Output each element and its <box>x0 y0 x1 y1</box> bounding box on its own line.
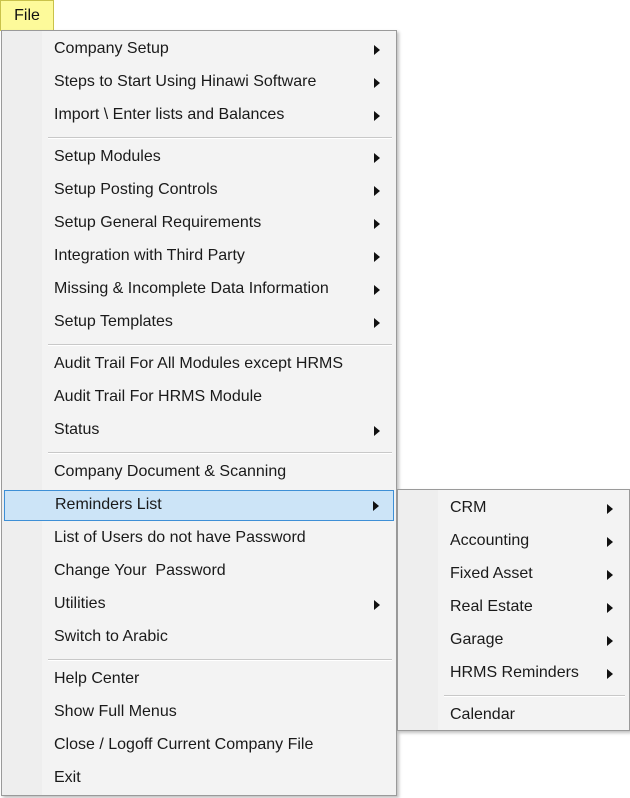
menu-item-reminders-list[interactable] <box>4 490 394 521</box>
submenu-item-hrms-reminders[interactable] <box>400 658 627 689</box>
submenu-item-accounting[interactable] <box>400 526 627 557</box>
file-dropdown-menu <box>1 30 397 796</box>
menu-item-steps-to-start[interactable] <box>4 67 394 98</box>
menu-item-users-without-password[interactable] <box>4 523 394 554</box>
menu-item-label: Fixed Asset <box>450 565 533 582</box>
menu-item-label: Setup Templates <box>54 313 173 330</box>
menu-item-label: Real Estate <box>450 598 533 615</box>
submenu-arrow-icon <box>374 252 380 262</box>
menu-item-audit-trail-hrms[interactable] <box>4 382 394 413</box>
submenu-arrow-icon <box>374 600 380 610</box>
submenu-arrow-icon <box>607 636 613 646</box>
menu-item-label: Integration with Third Party <box>54 247 245 264</box>
menu-item-label: Change Your Password <box>54 562 226 579</box>
menu-item-label: Switch to Arabic <box>54 628 168 645</box>
menu-item-company-document-scanning[interactable] <box>4 457 394 488</box>
submenu-arrow-icon <box>373 501 379 511</box>
menu-item-label: Import \ Enter lists and Balances <box>54 106 285 123</box>
menu-item-label: Missing & Incomplete Data Information <box>54 280 329 297</box>
submenu-arrow-icon <box>374 219 380 229</box>
submenu-item-crm[interactable] <box>400 493 627 524</box>
menu-item-label: Status <box>54 421 100 438</box>
menu-separator <box>48 344 392 346</box>
menu-item-close-logoff[interactable] <box>4 730 394 761</box>
menu-item-label: Help Center <box>54 670 140 687</box>
menu-item-label: Exit <box>54 769 81 786</box>
submenu-arrow-icon <box>374 45 380 55</box>
reminders-submenu <box>397 489 630 731</box>
submenu-item-real-estate[interactable] <box>400 592 627 623</box>
file-menu-tab[interactable] <box>0 0 54 31</box>
menu-item-label: Setup Posting Controls <box>54 181 218 198</box>
menu-item-missing-data-info[interactable] <box>4 274 394 305</box>
menu-separator <box>444 695 625 697</box>
menu-item-company-setup[interactable] <box>4 34 394 65</box>
menu-item-help-center[interactable] <box>4 664 394 695</box>
menu-item-label: Accounting <box>450 532 530 549</box>
submenu-item-fixed-asset[interactable] <box>400 559 627 590</box>
menu-item-label: Setup General Requirements <box>54 214 262 231</box>
menu-item-utilities[interactable] <box>4 589 394 620</box>
menu-item-label: Setup Modules <box>54 148 161 165</box>
submenu-arrow-icon <box>374 285 380 295</box>
menu-item-label: Reminders List <box>55 496 162 513</box>
submenu-arrow-icon <box>607 669 613 679</box>
menu-item-audit-trail-all-modules[interactable] <box>4 349 394 380</box>
menu-item-change-password[interactable] <box>4 556 394 587</box>
submenu-arrow-icon <box>374 426 380 436</box>
menu-item-switch-arabic[interactable] <box>4 622 394 653</box>
menu-separator <box>48 659 392 661</box>
menu-item-label: Audit Trail For All Modules except HRMS <box>54 355 343 372</box>
menu-item-setup-templates[interactable] <box>4 307 394 338</box>
menu-item-status[interactable] <box>4 415 394 446</box>
menu-separator <box>48 452 392 454</box>
menu-item-label: List of Users do not have Password <box>54 529 306 546</box>
menu-item-label: Audit Trail For HRMS Module <box>54 388 263 405</box>
menu-separator <box>48 137 392 139</box>
submenu-arrow-icon <box>374 318 380 328</box>
menu-item-label: Garage <box>450 631 504 648</box>
menu-item-label: Company Document & Scanning <box>54 463 287 480</box>
submenu-arrow-icon <box>607 504 613 514</box>
submenu-arrow-icon <box>374 153 380 163</box>
submenu-arrow-icon <box>374 186 380 196</box>
menu-item-show-full-menus[interactable] <box>4 697 394 728</box>
menu-item-label: Company Setup <box>54 40 169 57</box>
menu-item-label: Calendar <box>450 706 515 723</box>
menu-item-label: HRMS Reminders <box>450 664 579 681</box>
submenu-item-garage[interactable] <box>400 625 627 656</box>
submenu-arrow-icon <box>374 111 380 121</box>
menu-item-setup-modules[interactable] <box>4 142 394 173</box>
submenu-arrow-icon <box>607 537 613 547</box>
menu-item-label: CRM <box>450 499 487 516</box>
menu-item-label: Utilities <box>54 595 106 612</box>
file-menu-label: File <box>14 7 40 24</box>
submenu-arrow-icon <box>607 570 613 580</box>
menu-item-exit[interactable] <box>4 763 394 794</box>
submenu-arrow-icon <box>607 603 613 613</box>
submenu-item-calendar[interactable] <box>400 700 627 731</box>
menu-item-import-lists[interactable] <box>4 100 394 131</box>
menu-item-label: Close / Logoff Current Company File <box>54 736 314 753</box>
menu-item-label: Show Full Menus <box>54 703 177 720</box>
menu-item-setup-posting-controls[interactable] <box>4 175 394 206</box>
menu-item-label: Steps to Start Using Hinawi Software <box>54 73 317 90</box>
menu-item-setup-general-requirements[interactable] <box>4 208 394 239</box>
submenu-arrow-icon <box>374 78 380 88</box>
menu-item-integration-third-party[interactable] <box>4 241 394 272</box>
